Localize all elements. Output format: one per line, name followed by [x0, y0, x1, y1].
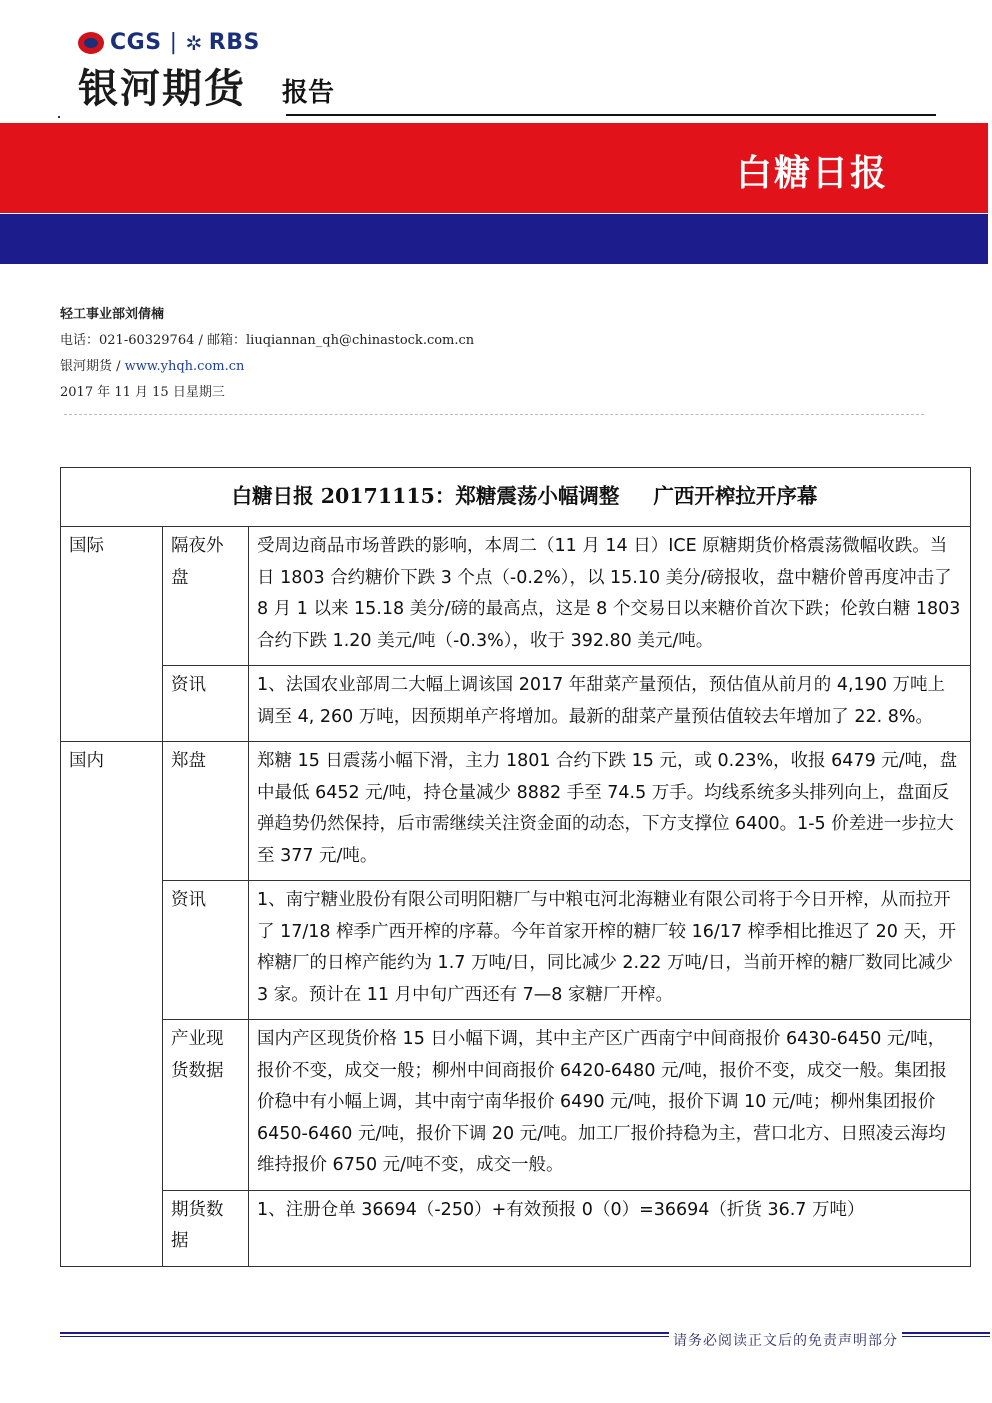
section-label: 资讯	[163, 881, 249, 1020]
section-label: 隔夜外盘	[163, 527, 249, 666]
report-table	[60, 467, 971, 1267]
section-text: 1、注册仓单 36694（-250）+有效预报 0（0）=36694（折货 36.7 万吨）	[249, 1190, 971, 1266]
section-text: 1、南宁糖业股份有限公司明阳糖厂与中粮屯河北海糖业有限公司将于今日开榨，从而拉开了 17/18 榨季广西开榨的序幕。今年首家开榨的糖厂较 16/17 榨季相比推迟了 20 天，开榨糖厂的日榨产能约为 1.7 万吨/日，同比减少 2.22 万吨/日，当前开榨的糖厂数同比减少 3 家。预计在 11 月中旬广西还有 7—8 家糖厂开榨。	[249, 881, 971, 1020]
table-row	[61, 527, 971, 666]
author-block	[60, 302, 474, 406]
section-text: 郑糖 15 日震荡小幅下滑，主力 1801 合约下跌 15 元，或 0.23%，收报 6479 元/吨，盘中最低 6452 元/吨，持仓量减少 8882 手至 74.5 万手。均线系统多头排列向上，盘面反弹趋势仍然保持，后市需继续关注资金面的动态，下方支撑位 6400。1-5 价差进一步拉大至 377 元/吨。	[249, 742, 971, 881]
divider-dot	[58, 116, 60, 118]
table-row	[61, 666, 971, 742]
table-row	[61, 881, 971, 1020]
section-text: 国内产区现货价格 15 日小幅下调，其中主产区广西南宁中间商报价 6430-6450 元/吨，报价不变，成交一般；柳州中间商报价 6420-6480 元/吨，报价不变，成交一般。集团报价稳中有小幅上调，其中南宁南华报价 6490 元/吨，报价下调 10 元/吨；柳州集团报价 6450-6460 元/吨，报价下调 20 元/吨。加工厂报价持稳为主，营口北方、日照凌云海均维持报价 6750 元/吨不变，成交一般。	[249, 1020, 971, 1191]
section-label: 郑盘	[163, 742, 249, 881]
author-site-line	[60, 354, 474, 380]
report-date: 2017 年 11 月 15 日星期三	[60, 385, 225, 400]
dashed-divider	[64, 414, 924, 415]
report-title-main: 白糖日报 20171115：郑糖震荡小幅调整	[231, 484, 620, 509]
logo-rbs-text: RBS	[208, 30, 260, 55]
logo-cgs-text: CGS	[110, 30, 162, 55]
site-prefix: 银河期货 /	[60, 359, 125, 374]
header-rule	[286, 114, 936, 116]
disclaimer-note: 请务必阅读正文后的免责声明部分	[669, 1330, 902, 1350]
section-label: 产业现货数据	[163, 1020, 249, 1191]
table-row	[61, 1190, 971, 1266]
title-band	[0, 123, 988, 213]
region-cell: 国内	[61, 742, 163, 1267]
logo-cn-text: 银河期货	[78, 66, 246, 112]
table-row	[61, 742, 971, 881]
section-text: 1、法国农业部周二大幅上调该国 2017 年甜菜产量预估，预估值从前月的 4,190 万吨上调至 4, 260 万吨，因预期单产将增加。最新的甜菜产量预估值较去年增加了 22. 8%。	[249, 666, 971, 742]
section-label: 资讯	[163, 666, 249, 742]
report-title-row	[61, 468, 971, 527]
section-label: 期货数据	[163, 1190, 249, 1266]
site-link[interactable]: www.yhqh.com.cn	[124, 359, 245, 374]
author-dept: 轻工事业部刘倩楠	[60, 307, 165, 322]
report-type-label: 报告	[282, 78, 335, 108]
rbs-daisy-icon: ✲	[185, 30, 203, 55]
table-row	[61, 1020, 971, 1191]
logo-separator: |	[169, 30, 178, 55]
cgs-swirl-icon	[78, 32, 104, 54]
section-text: 受周边商品市场普跌的影响，本周二（11 月 14 日）ICE 原糖期货价格震荡微幅收跌。当日 1803 合约糖价下跌 3 个点（-0.2%），以 15.10 美分/磅报收，盘中糖价曾再度冲击了 8 月 1 以来 15.18 美分/磅的最高点，这是 8 个交易日以来糖价首次下跌；伦敦白糖 1803 合约下跌 1.20 美元/吨（-0.3%），收于 392.80 美元/吨。	[249, 527, 971, 666]
report-title-sub: 广西开榨拉开序幕	[653, 484, 818, 509]
region-cell: 国际	[61, 527, 163, 742]
report-title	[61, 468, 971, 527]
logo-en	[78, 30, 260, 55]
company-logo	[78, 30, 260, 114]
author-contact: 电话：021-60329764 / 邮箱：liuqiannan_qh@chinastock.com.cn	[60, 333, 475, 348]
band-title: 白糖日报	[735, 153, 888, 194]
blue-band	[0, 214, 988, 264]
